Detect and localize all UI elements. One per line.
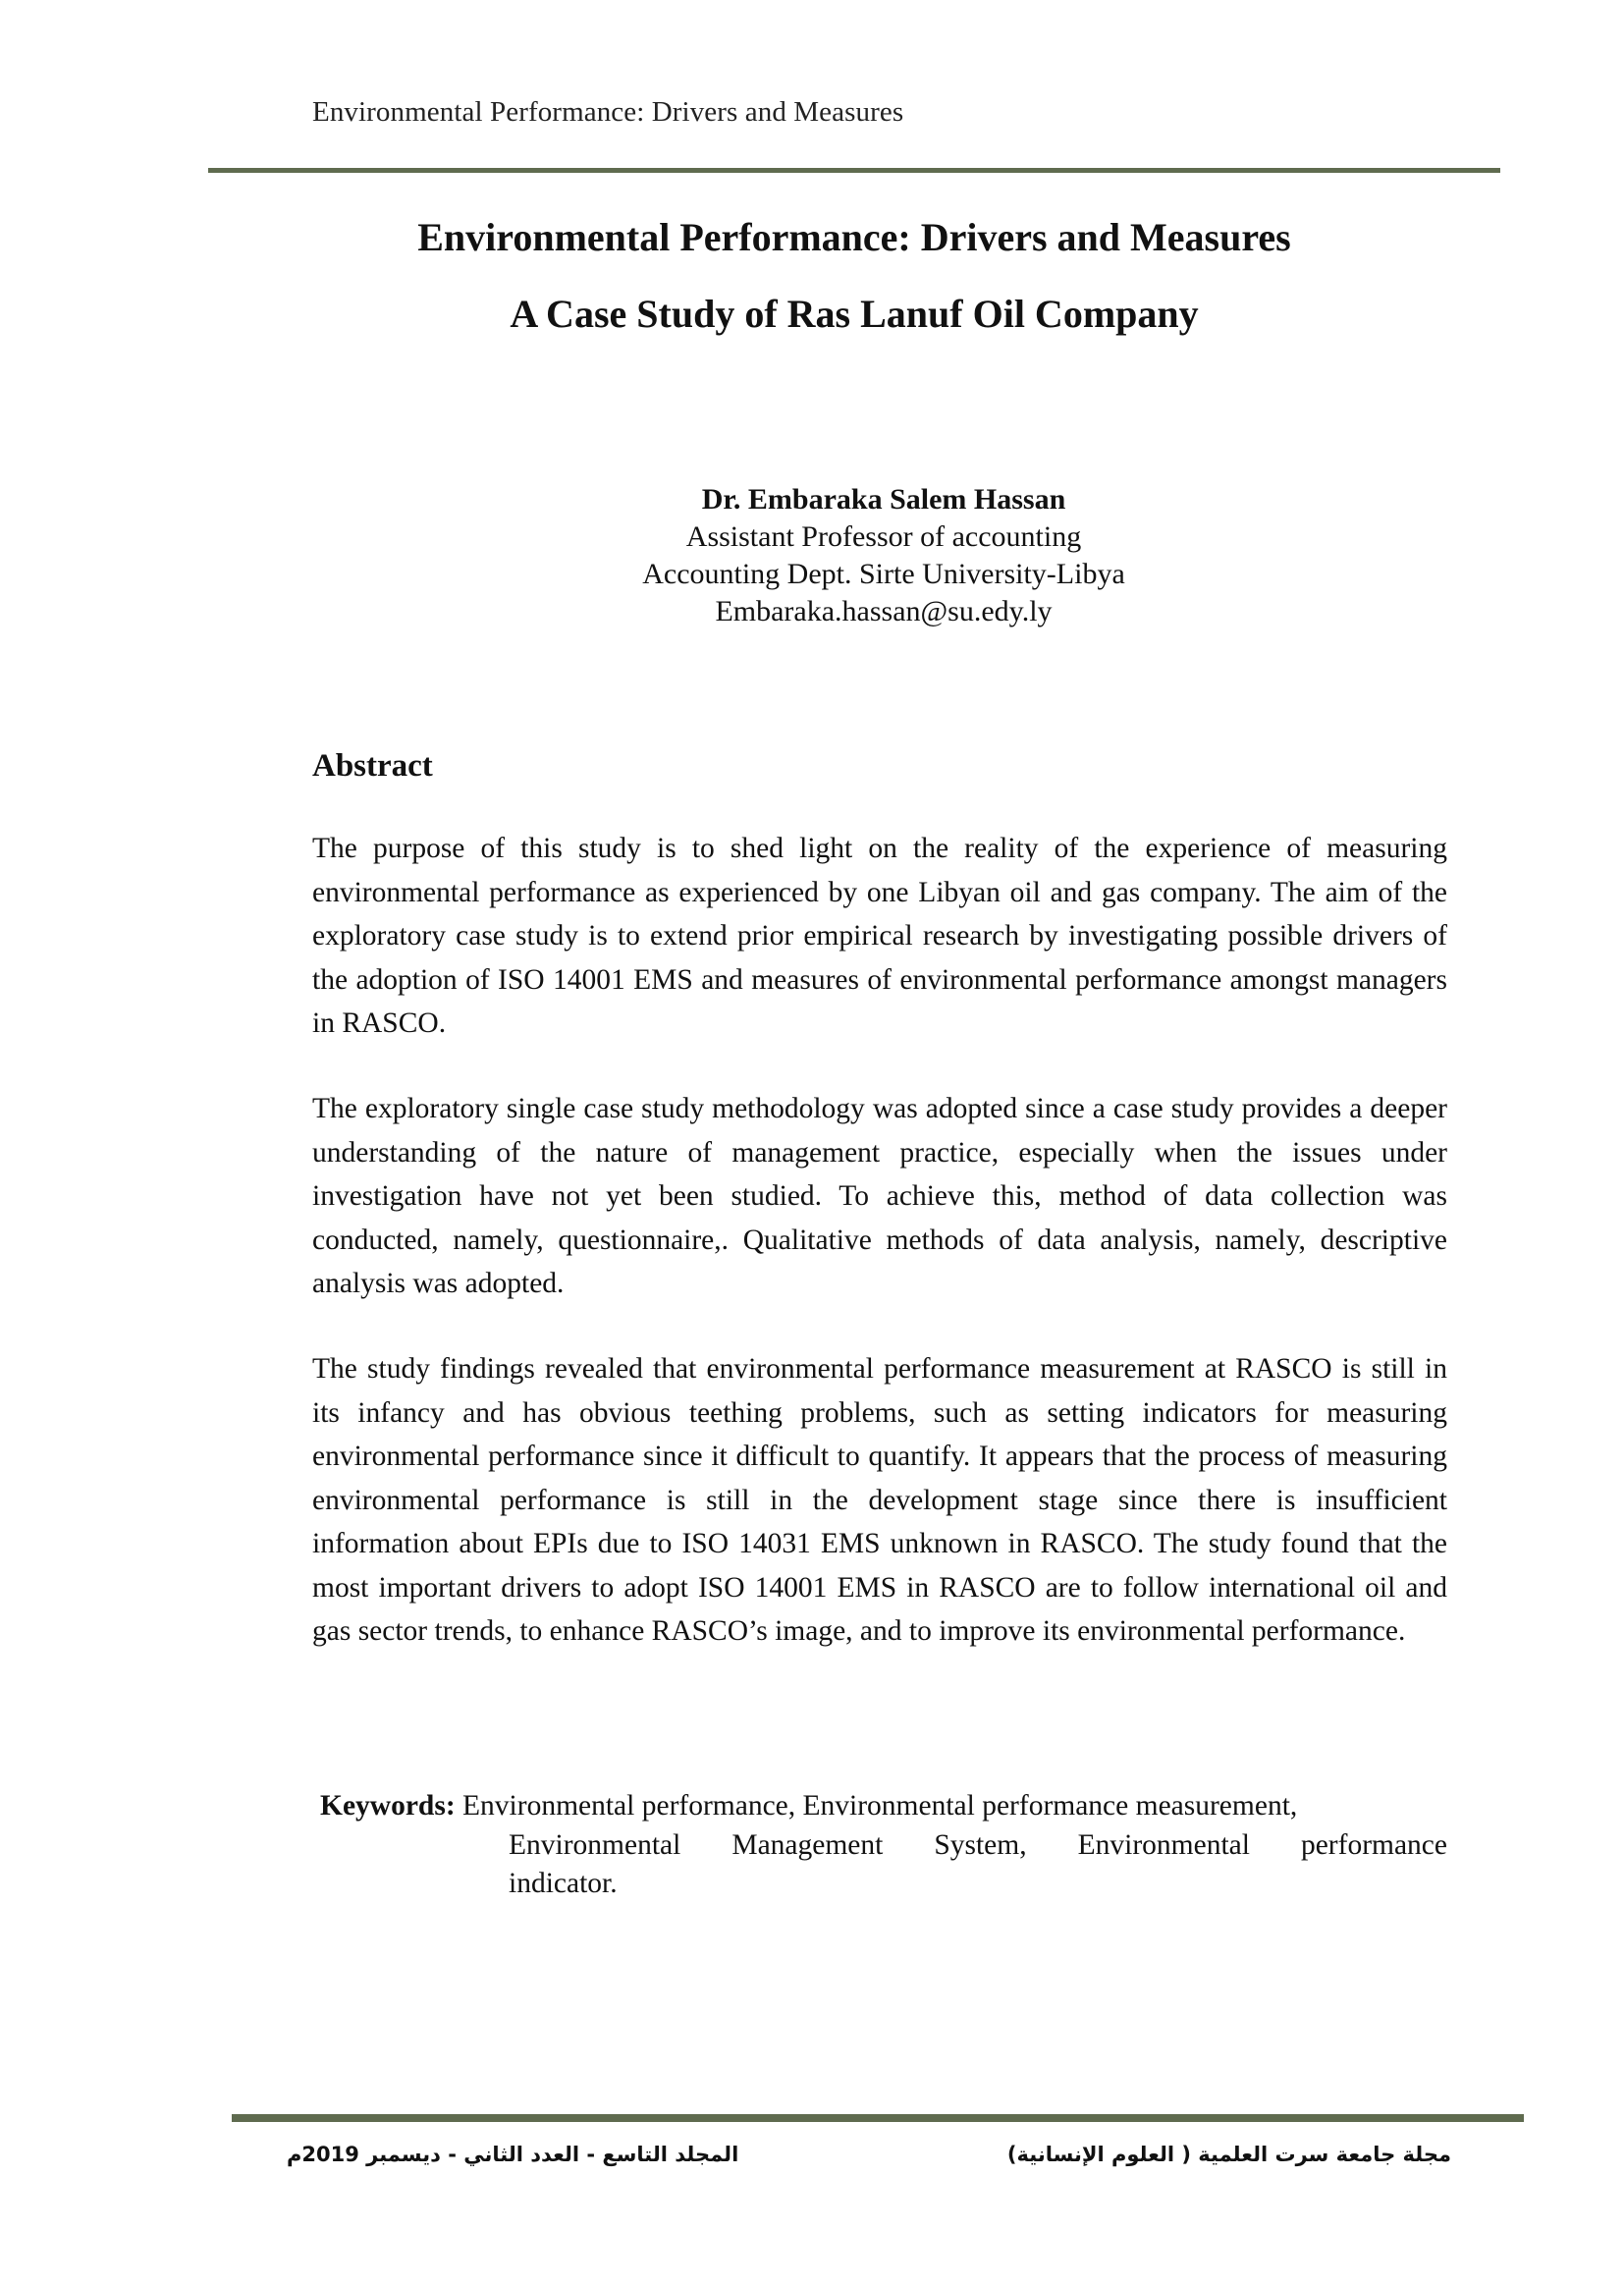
- author-email: Embaraka.hassan@su.edy.ly: [715, 595, 1053, 627]
- author-position: Assistant Professor of accounting: [685, 520, 1082, 553]
- abstract-heading: Abstract: [312, 748, 433, 784]
- author-affiliation: Accounting Dept. Sirte University-Libya: [642, 558, 1125, 590]
- keywords-block: [320, 1787, 1447, 1904]
- footer-journal-name: مجلة جامعة سرت العلمية ( العلوم الإنسانية): [1006, 2143, 1451, 2166]
- abstract-paragraph-2: The exploratory single case study methodology was adopted since a case study provides a deeper understanding of the nature of management practice, especially when the issues under investigation have not yet been studied. To achieve this, method of data collection was conducted, namely, questionnaire,. Qualitative methods of data analysis, namely, descriptive analysis was adopted.: [312, 1093, 1447, 1299]
- keywords-line-2: Environmental Management System, Environmental performance: [509, 1828, 1447, 1861]
- abstract-paragraph-1: The purpose of this study is to shed light on the reality of the experience of measuring environmental performance as experienced by one Libyan oil and gas company. The aim of the exploratory case study is to extend prior empirical research by investigating possible drivers of the adoption of ISO 14001 EMS and measures of environmental performance amongst managers in RASCO.: [312, 833, 1447, 1039]
- paper-subtitle: A Case Study of Ras Lanuf Oil Company: [510, 292, 1199, 336]
- footer-rule: [232, 2114, 1524, 2122]
- abstract-paragraph-3: The study findings revealed that environmental performance measurement at RASCO is still in its infancy and has obvious teething problems, such as setting indicators for measuring environmental performance since it difficult to quantify. It appears that the process of measuring environmental performance is still in the development stage since there is insufficient information about EPIs due to ISO 14031 EMS unknown in RASCO. The study found that the most important drivers to adopt ISO 14001 EMS in RASCO are to follow international oil and gas sector trends, to enhance RASCO’s image, and to improve its environmental performance.: [312, 1353, 1447, 1647]
- keywords-label: Keywords:: [320, 1790, 456, 1822]
- running-header: Environmental Performance: Drivers and Measures: [312, 96, 904, 128]
- keywords-text-1: Environmental performance, Environmental performance measurement,: [462, 1790, 1298, 1822]
- header-rule: [208, 168, 1500, 173]
- author-name: Dr. Embaraka Salem Hassan: [701, 483, 1066, 516]
- keywords-line-1: [320, 1787, 1447, 1826]
- author-block: [511, 481, 1257, 630]
- footer-volume-issue: المجلد التاسع - العدد الثاني - ديسمبر 2019م: [287, 2143, 739, 2166]
- paper-title: Environmental Performance: Drivers and Measures: [417, 215, 1291, 259]
- keywords-line-3: indicator.: [509, 1868, 618, 1899]
